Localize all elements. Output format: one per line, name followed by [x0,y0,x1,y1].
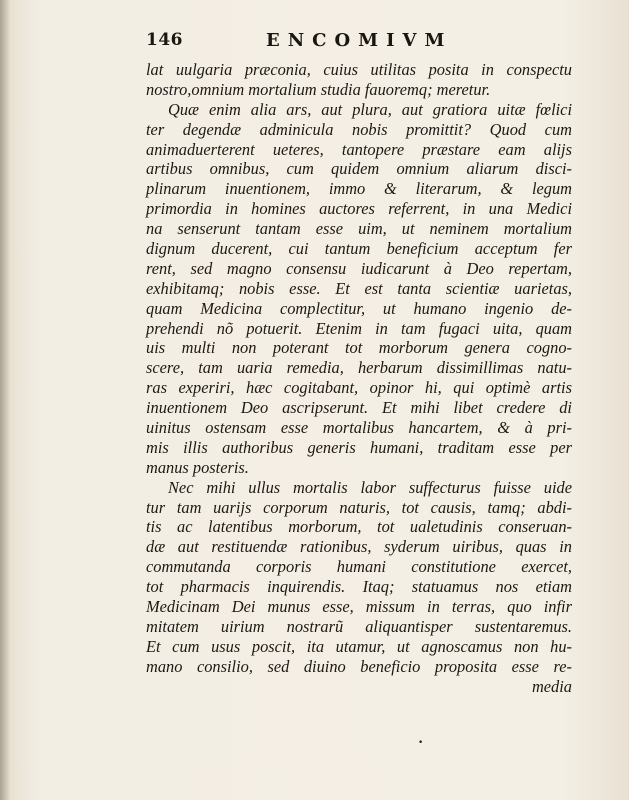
text-line: mis illis authoribus generis humani, traditam esse per [146,437,572,457]
text-line: scere, tam uaria remedia, herbarum dissimillimas natu- [146,358,572,378]
text-line: artibus omnibus, cum quidem omnium aliarum disci- [146,159,572,179]
text-line: ras experiri, hæc cogitabant, opinor hi, qui optimè artis [146,378,572,398]
text-line: Nec mihi ullus mortalis labor suffecturus fuisse uide [168,477,572,497]
page-binding-shadow [0,0,10,800]
text-line: plinarum inuentionem, immo & literarum, & legum [146,179,572,199]
catchword: media [531,676,572,696]
text-line: mano consilio, sed diuino beneficio proposita esse re- [146,656,572,676]
text-line: animaduerterent ueteres, tantopere præstare eam alijs [146,139,572,159]
text-line: Quæ enim alia ars, aut plura, aut gratiora uitæ fœlici [168,99,572,119]
text-line: prehendi nõ potuerit. Etenim in tam fugaci uita, quam [146,318,572,338]
text-line: inuentionem Deo ascripserunt. Et mihi libet credere di [146,398,572,418]
running-head: ENCOMIVM [266,30,453,51]
text-line: rent, sed magno consensu iudicarunt à Deo repertam, [146,258,572,278]
text-line: Medicinam Dei munus esse, missum in terras, quo infir [146,597,572,617]
ink-mark: • [418,738,424,748]
text-line: exhibitamq; nobis esse. Et est tanta scientiæ uarietas, [146,278,572,298]
page-number: 146 [146,30,183,50]
text-line: uis multi non poterant tot morborum genera cogno- [146,338,572,358]
text-line: dignum ducerent, cui tantum beneficium acceptum fer [146,239,572,259]
text-line: lat uulgaria præconia, cuius utilitas posita in conspectu [146,60,572,79]
text-line: tis ac latentibus morborum, tot ualetudinis conseruan- [146,517,572,537]
text-line: tur tam uarijs corporum naturis, tot causis, tamq; abdi- [146,497,572,517]
text-line: commutanda corporis humani constitutione exercet, [146,557,572,577]
page-header [146,30,476,56]
text-line: na senserunt tantam esse uim, ut neminem mortalium [146,219,572,239]
text-line: nostro,omnium mortalium studia fauoremq; meretur. [146,79,491,99]
text-line: Et cum usus poscit, ita utamur, ut agnoscamus non hu- [146,636,572,656]
text-line: tot pharmacis inquirendis. Itaq; statuamus nos etiam [146,577,572,597]
text-line: mitatem uirium nostrarũ aliquantisper sustentaremus. [146,616,572,636]
text-line: dæ aut restituendæ rationibus, syderum uiribus, quas in [146,537,572,557]
text-line: quam Medicina complectitur, ut humano ingenio de- [146,298,572,318]
body-text [146,60,572,697]
text-line: uinitus ostensam esse mortalibus hancartem, & à pri- [146,418,572,438]
text-line: manus posteris. [146,457,249,477]
text-line: primordia in homines auctores referrent, in una Medici [146,199,572,219]
text-line: ter degendæ adminicula nobis promittit? Quod cum [146,119,572,139]
